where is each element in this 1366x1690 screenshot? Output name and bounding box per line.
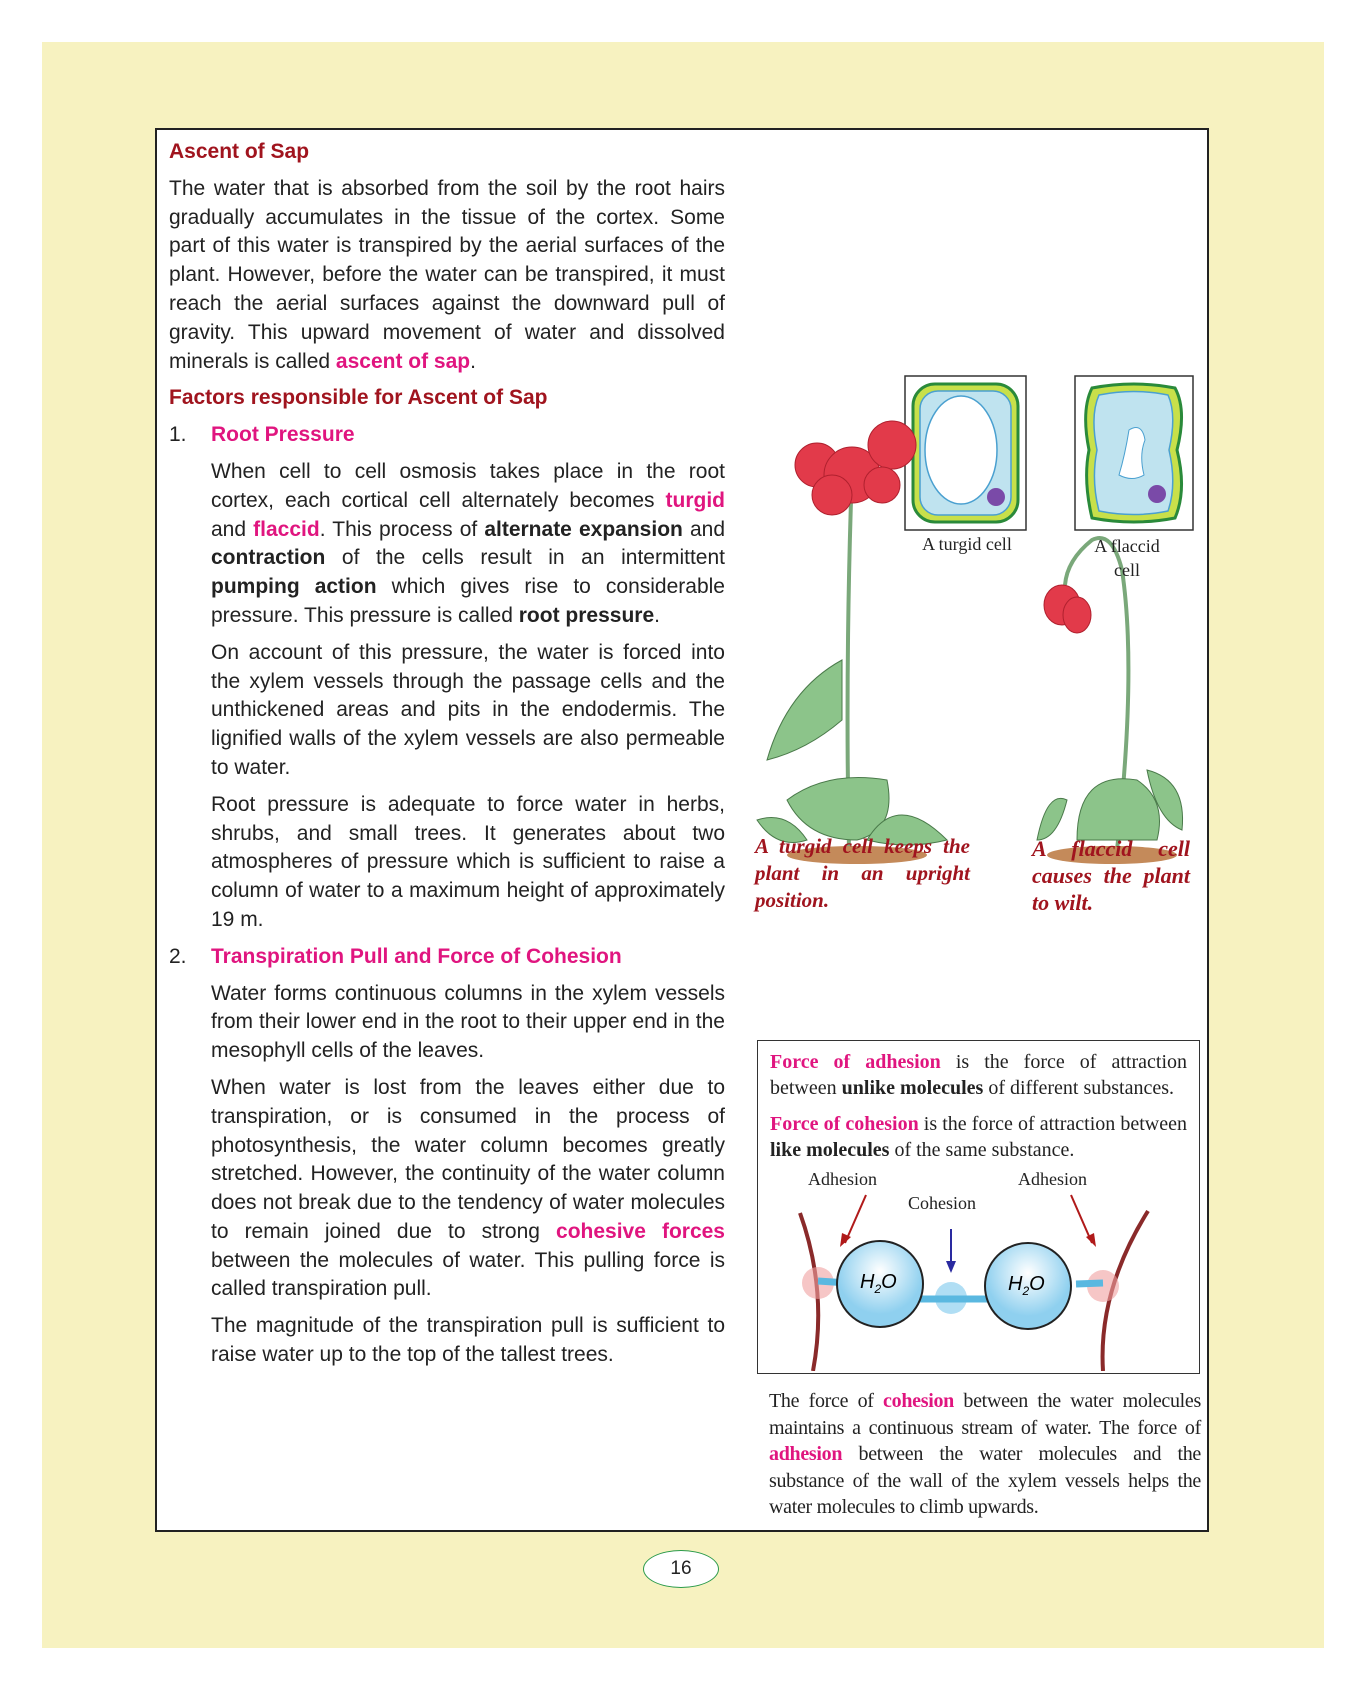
h: H [860, 1271, 875, 1293]
bold-root-pressure: root pressure [518, 603, 655, 627]
factors-heading: Factors responsible for Ascent of Sap [169, 386, 548, 410]
term-turgid: turgid [665, 488, 725, 512]
turgid-caption: A turgid cell keeps the plant in an upright position. [755, 834, 970, 912]
factor1-p1 [211, 458, 725, 631]
t: of different substances. [983, 1077, 1174, 1099]
turgid-cell-icon [905, 376, 1026, 530]
force-definitions-box [757, 1040, 1200, 1374]
t: and [211, 517, 254, 541]
o: O [881, 1271, 897, 1293]
t: and [682, 517, 725, 541]
bold-contraction: contraction [211, 546, 326, 570]
main-text-column [169, 138, 725, 1378]
factor2-p2 [211, 1074, 725, 1304]
term-cohesive-forces: cohesive forces [556, 1219, 725, 1243]
intro-paragraph [169, 175, 725, 377]
factor2-number: 2. [169, 944, 187, 968]
cohesion-adhesion-diagram [758, 1181, 1198, 1371]
definitions [758, 1041, 1199, 1163]
h2o-label-right [1008, 1273, 1045, 1298]
diagram-caption [769, 1388, 1201, 1521]
t: of the cells result in an intermittent [325, 546, 725, 570]
h2o-label-left [860, 1271, 897, 1296]
t: . This process of [319, 517, 485, 541]
flaccid-cell-icon [1075, 376, 1193, 530]
page-number: 16 [643, 1550, 719, 1588]
adhesion-definition [770, 1049, 1187, 1101]
term-adhesion: Force of adhesion [770, 1051, 941, 1073]
factor1-heading [169, 421, 725, 450]
factor1-title: Root Pressure [211, 423, 355, 447]
t: which gives rise to considerable pressure. This pressure is called [211, 575, 725, 627]
bold-unlike-molecules: unlike molecules [841, 1077, 984, 1099]
t: When water is lost from the leaves either due to transpiration, or is consumed in the process of photosynthesis, the water column becomes greatly stretched. However, the continuity of the water column does not break due to the tendency of water molecules to remain joined due to strong [211, 1075, 725, 1243]
turgid-cell-label: A turgid cell [922, 534, 1012, 554]
term-cohesion: Force of cohesion [770, 1113, 919, 1135]
flaccid-caption: A flaccid cell causes the plant to wilt. [1032, 836, 1190, 915]
t: between the water molecules and the substance of the wall of the xylem vessels helps the water molecules to climb upwards. [769, 1443, 1201, 1518]
section-title: Ascent of Sap [169, 140, 310, 163]
factor2-heading [169, 943, 725, 972]
factor2-p1: Water forms continuous columns in the xylem vessels from their lower end in the root to their upper end in the mesophyll cells of the leaves. [211, 981, 725, 1063]
term-ascent-of-sap: ascent of sap [335, 349, 471, 373]
intro-end: . [470, 349, 476, 373]
adhesion-label-left: Adhesion [808, 1169, 877, 1189]
term-cohesion: cohesion [883, 1390, 954, 1412]
t: is the force of attraction between [770, 1051, 1188, 1099]
t: . [654, 603, 660, 627]
factor1-p3: Root pressure is adequate to force water in herbs, shrubs, and small trees. It generates about two atmospheres of pressure which is sufficient to raise a column of water to a maximum height of approximately 19 m. [211, 792, 725, 931]
textbook-page [155, 128, 1209, 1532]
cohesion-label: Cohesion [908, 1193, 977, 1213]
t: is the force of attraction between [918, 1113, 1187, 1135]
bold-pumping-action: pumping action [211, 575, 377, 599]
wilted-plant-icon [1037, 538, 1183, 864]
adhesion-label-right: Adhesion [1018, 1169, 1087, 1189]
factor1-p2: On account of this pressure, the water is forced into the xylem vessels through the passage cells and the unthickened areas and pits in the endodermis. The lignified walls of the xylem vessels are also permeable to water. [211, 640, 725, 779]
t: When cell to cell osmosis takes place in the root cortex, each cortical cell alternately becomes [211, 459, 725, 512]
t: The force of [769, 1390, 884, 1412]
h: H [1008, 1273, 1023, 1295]
o: O [1029, 1273, 1045, 1295]
cohesion-definition [770, 1111, 1187, 1163]
factor2-p3: The magnitude of the transpiration pull is sufficient to raise water up to the top of the tallest trees. [211, 1314, 725, 1367]
t: between the water molecules maintains a continuous stream of water. The force of [769, 1390, 1201, 1439]
term-adhesion: adhesion [769, 1443, 843, 1465]
t: between the molecules of water. This pulling force is called transpiration pull. [211, 1248, 725, 1301]
term-flaccid: flaccid [253, 517, 320, 541]
sub: 2 [1022, 1284, 1030, 1298]
sub: 2 [874, 1282, 882, 1296]
intro-text: The water that is absorbed from the soil by the root hairs gradually accumulates in the tissue of the cortex. Some part of this water is transpired by the aerial surfaces of the plant. However, before the water can be transpired, it must reach the aerial surfaces against the downward pull of gravity. This upward movement of water and dissolved minerals is called [169, 176, 725, 373]
factor1-number: 1. [169, 423, 187, 447]
flaccid-cell-label: A flaccid cell [1094, 536, 1160, 580]
t: of the same substance. [889, 1139, 1075, 1161]
bold-alternate-expansion: alternate expansion [484, 517, 683, 541]
factor2-title: Transpiration Pull and Force of Cohesion [211, 944, 622, 968]
bold-like-molecules: like molecules [770, 1139, 890, 1161]
